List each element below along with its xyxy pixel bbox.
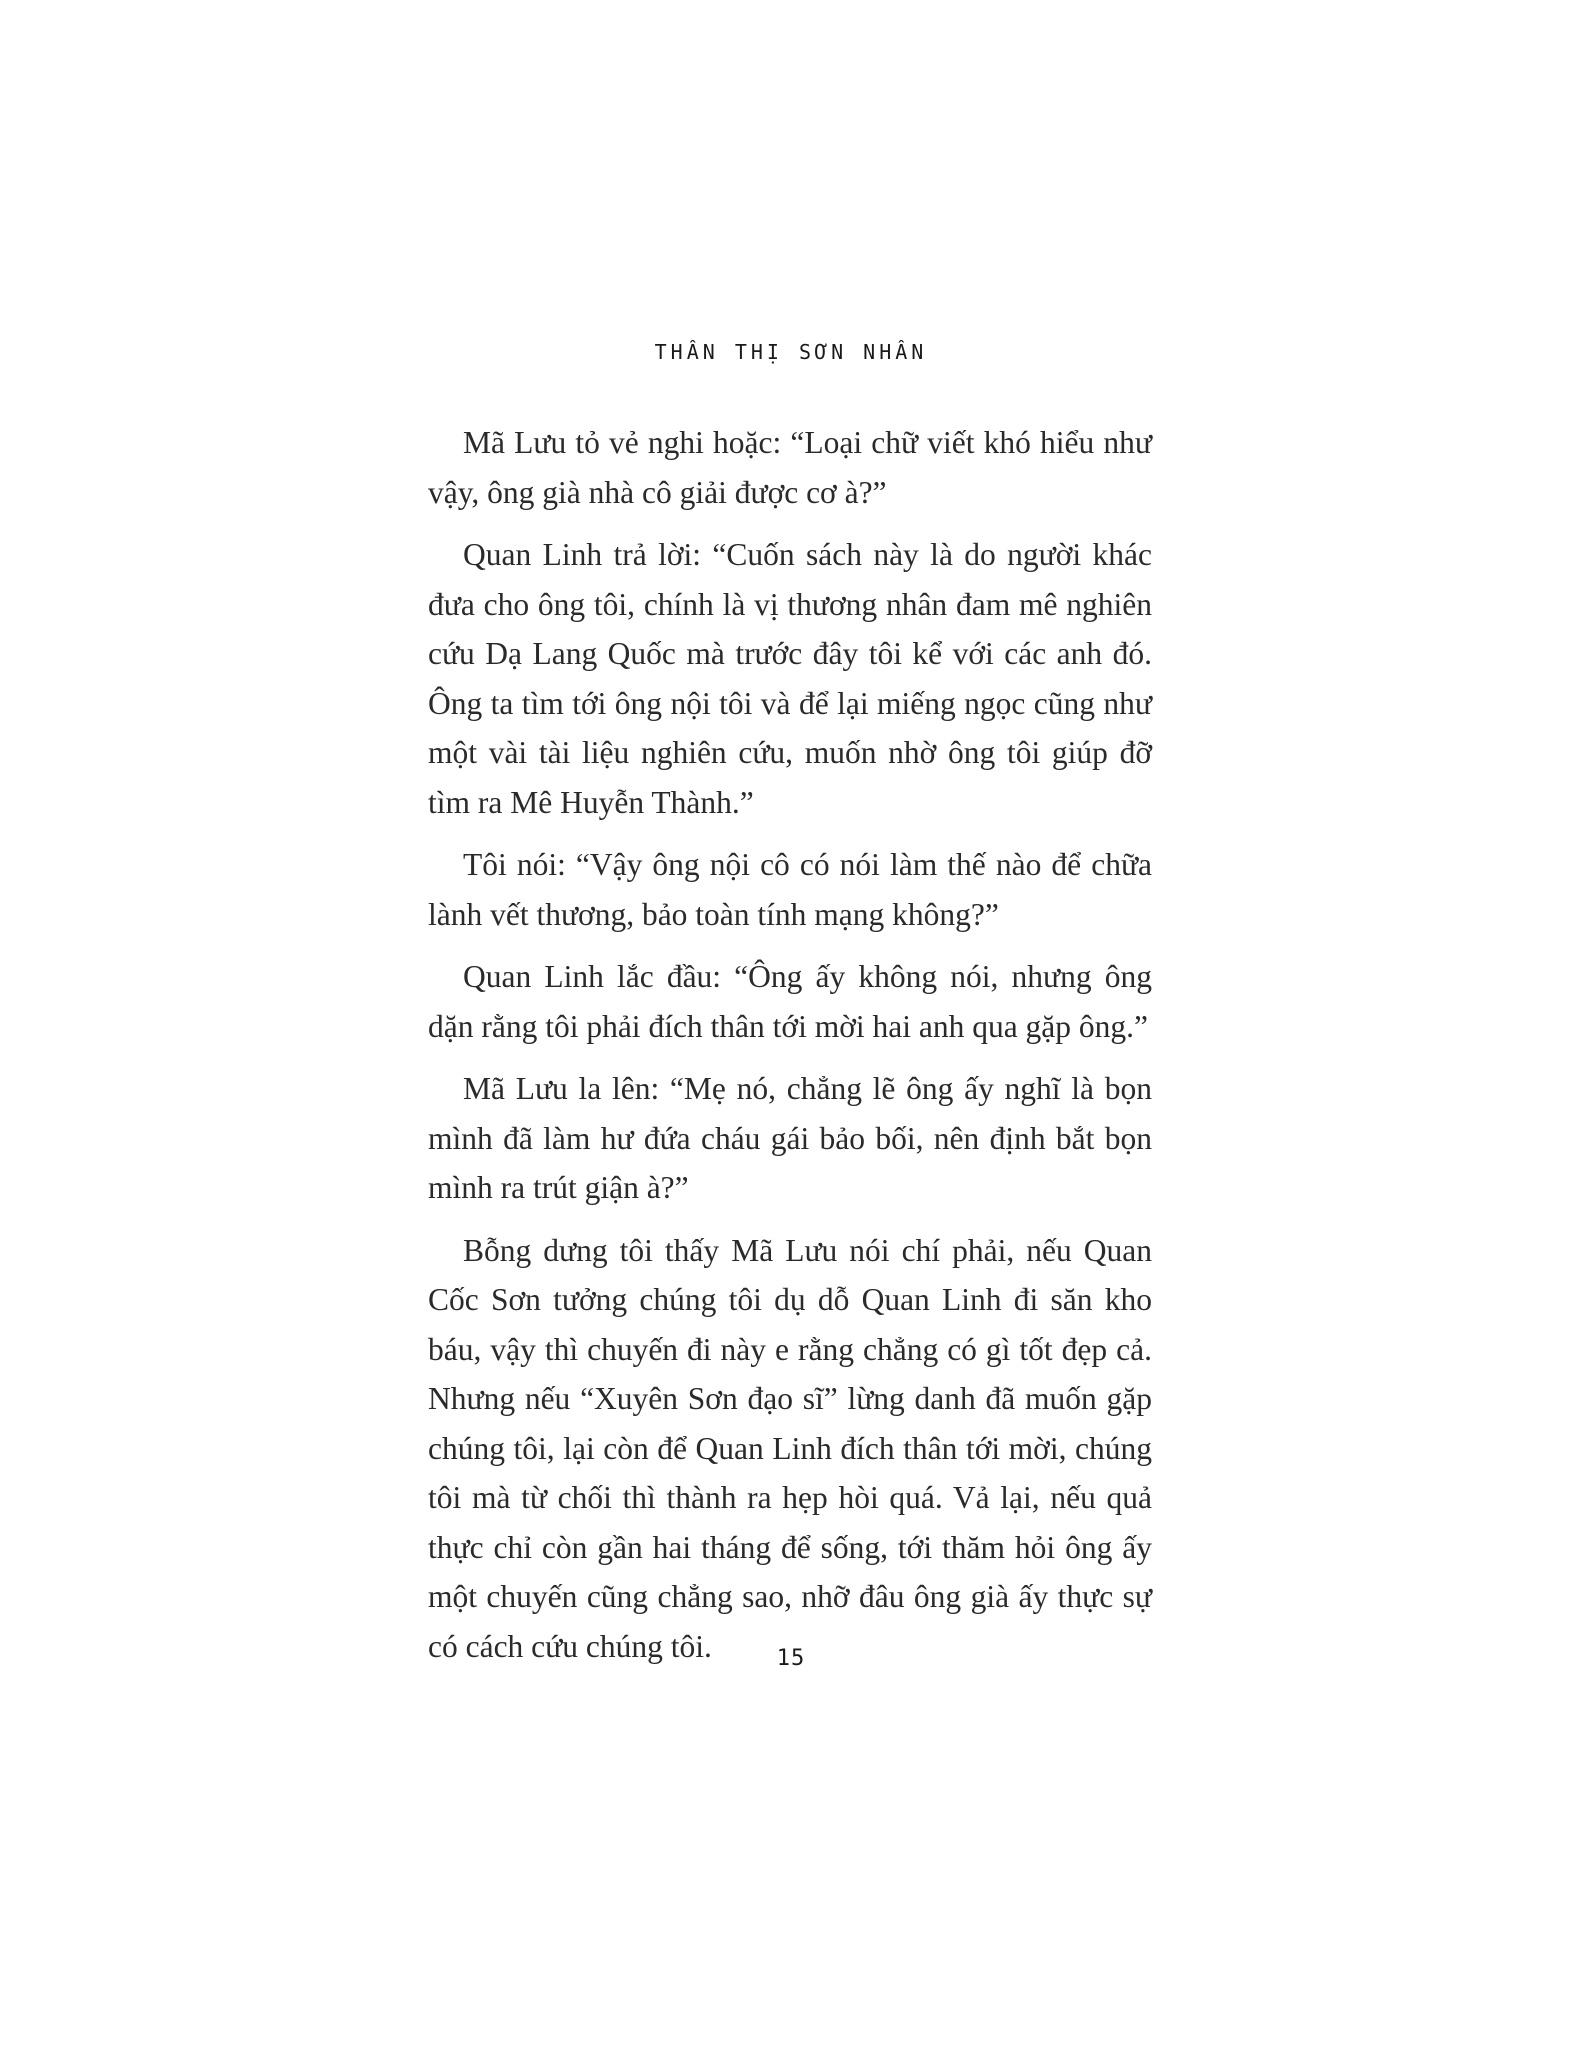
- page-number: 15: [776, 1646, 806, 1671]
- paragraph-3: Tôi nói: “Vậy ông nội cô có nói làm thế nào để chữa lành vết thương, bảo toàn tính mạng không?”: [428, 847, 1152, 932]
- paragraph-5: Mã Lưu la lên: “Mẹ nó, chẳng lẽ ông ấy nghĩ là bọn mình đã làm hư đứa cháu gái bảo bối, nên định bắt bọn mình ra trút giận à?”: [428, 1071, 1152, 1205]
- paragraph-4: Quan Linh lắc đầu: “Ông ấy không nói, nhưng ông dặn rằng tôi phải đích thân tới mời hai anh qua gặp ông.”: [428, 959, 1152, 1044]
- paragraph-1: Mã Lưu tỏ vẻ nghi hoặc: “Loại chữ viết khó hiểu như vậy, ông già nhà cô giải được cơ à?”: [428, 425, 1152, 510]
- paragraph-6: Bỗng dưng tôi thấy Mã Lưu nói chí phải, nếu Quan Cốc Sơn tưởng chúng tôi dụ dỗ Quan Linh đi săn kho báu, vậy thì chuyến đi này e rằng chẳng có gì tốt đẹp cả. Nhưng nếu “Xuyên Sơn đạo sĩ” lừng danh đã muốn gặp chúng tôi, lại còn để Quan Linh đích thân tới mời, chúng tôi mà từ chối thì thành ra hẹp hòi quá. Vả lại, nếu quả thực chỉ còn gần hai tháng để sống, tới thăm hỏi ông ấy một chuyến cũng chẳng sao, nhỡ đâu ông già ấy thực sự có cách cứu chúng tôi.: [428, 1232, 1152, 1664]
- body-text: [428, 418, 1152, 1684]
- running-head: THÂN THỊ SƠN NHÂN: [654, 340, 928, 364]
- paragraph-2: Quan Linh trả lời: “Cuốn sách này là do người khác đưa cho ông tôi, chính là vị thương nhân đam mê nghiên cứu Dạ Lang Quốc mà trước đây tôi kể với các anh đó. Ông ta tìm tới ông nội tôi và để lại miếng ngọc cũng như một vài tài liệu nghiên cứu, muốn nhờ ông tôi giúp đỡ tìm ra Mê Huyễn Thành.”: [428, 537, 1152, 820]
